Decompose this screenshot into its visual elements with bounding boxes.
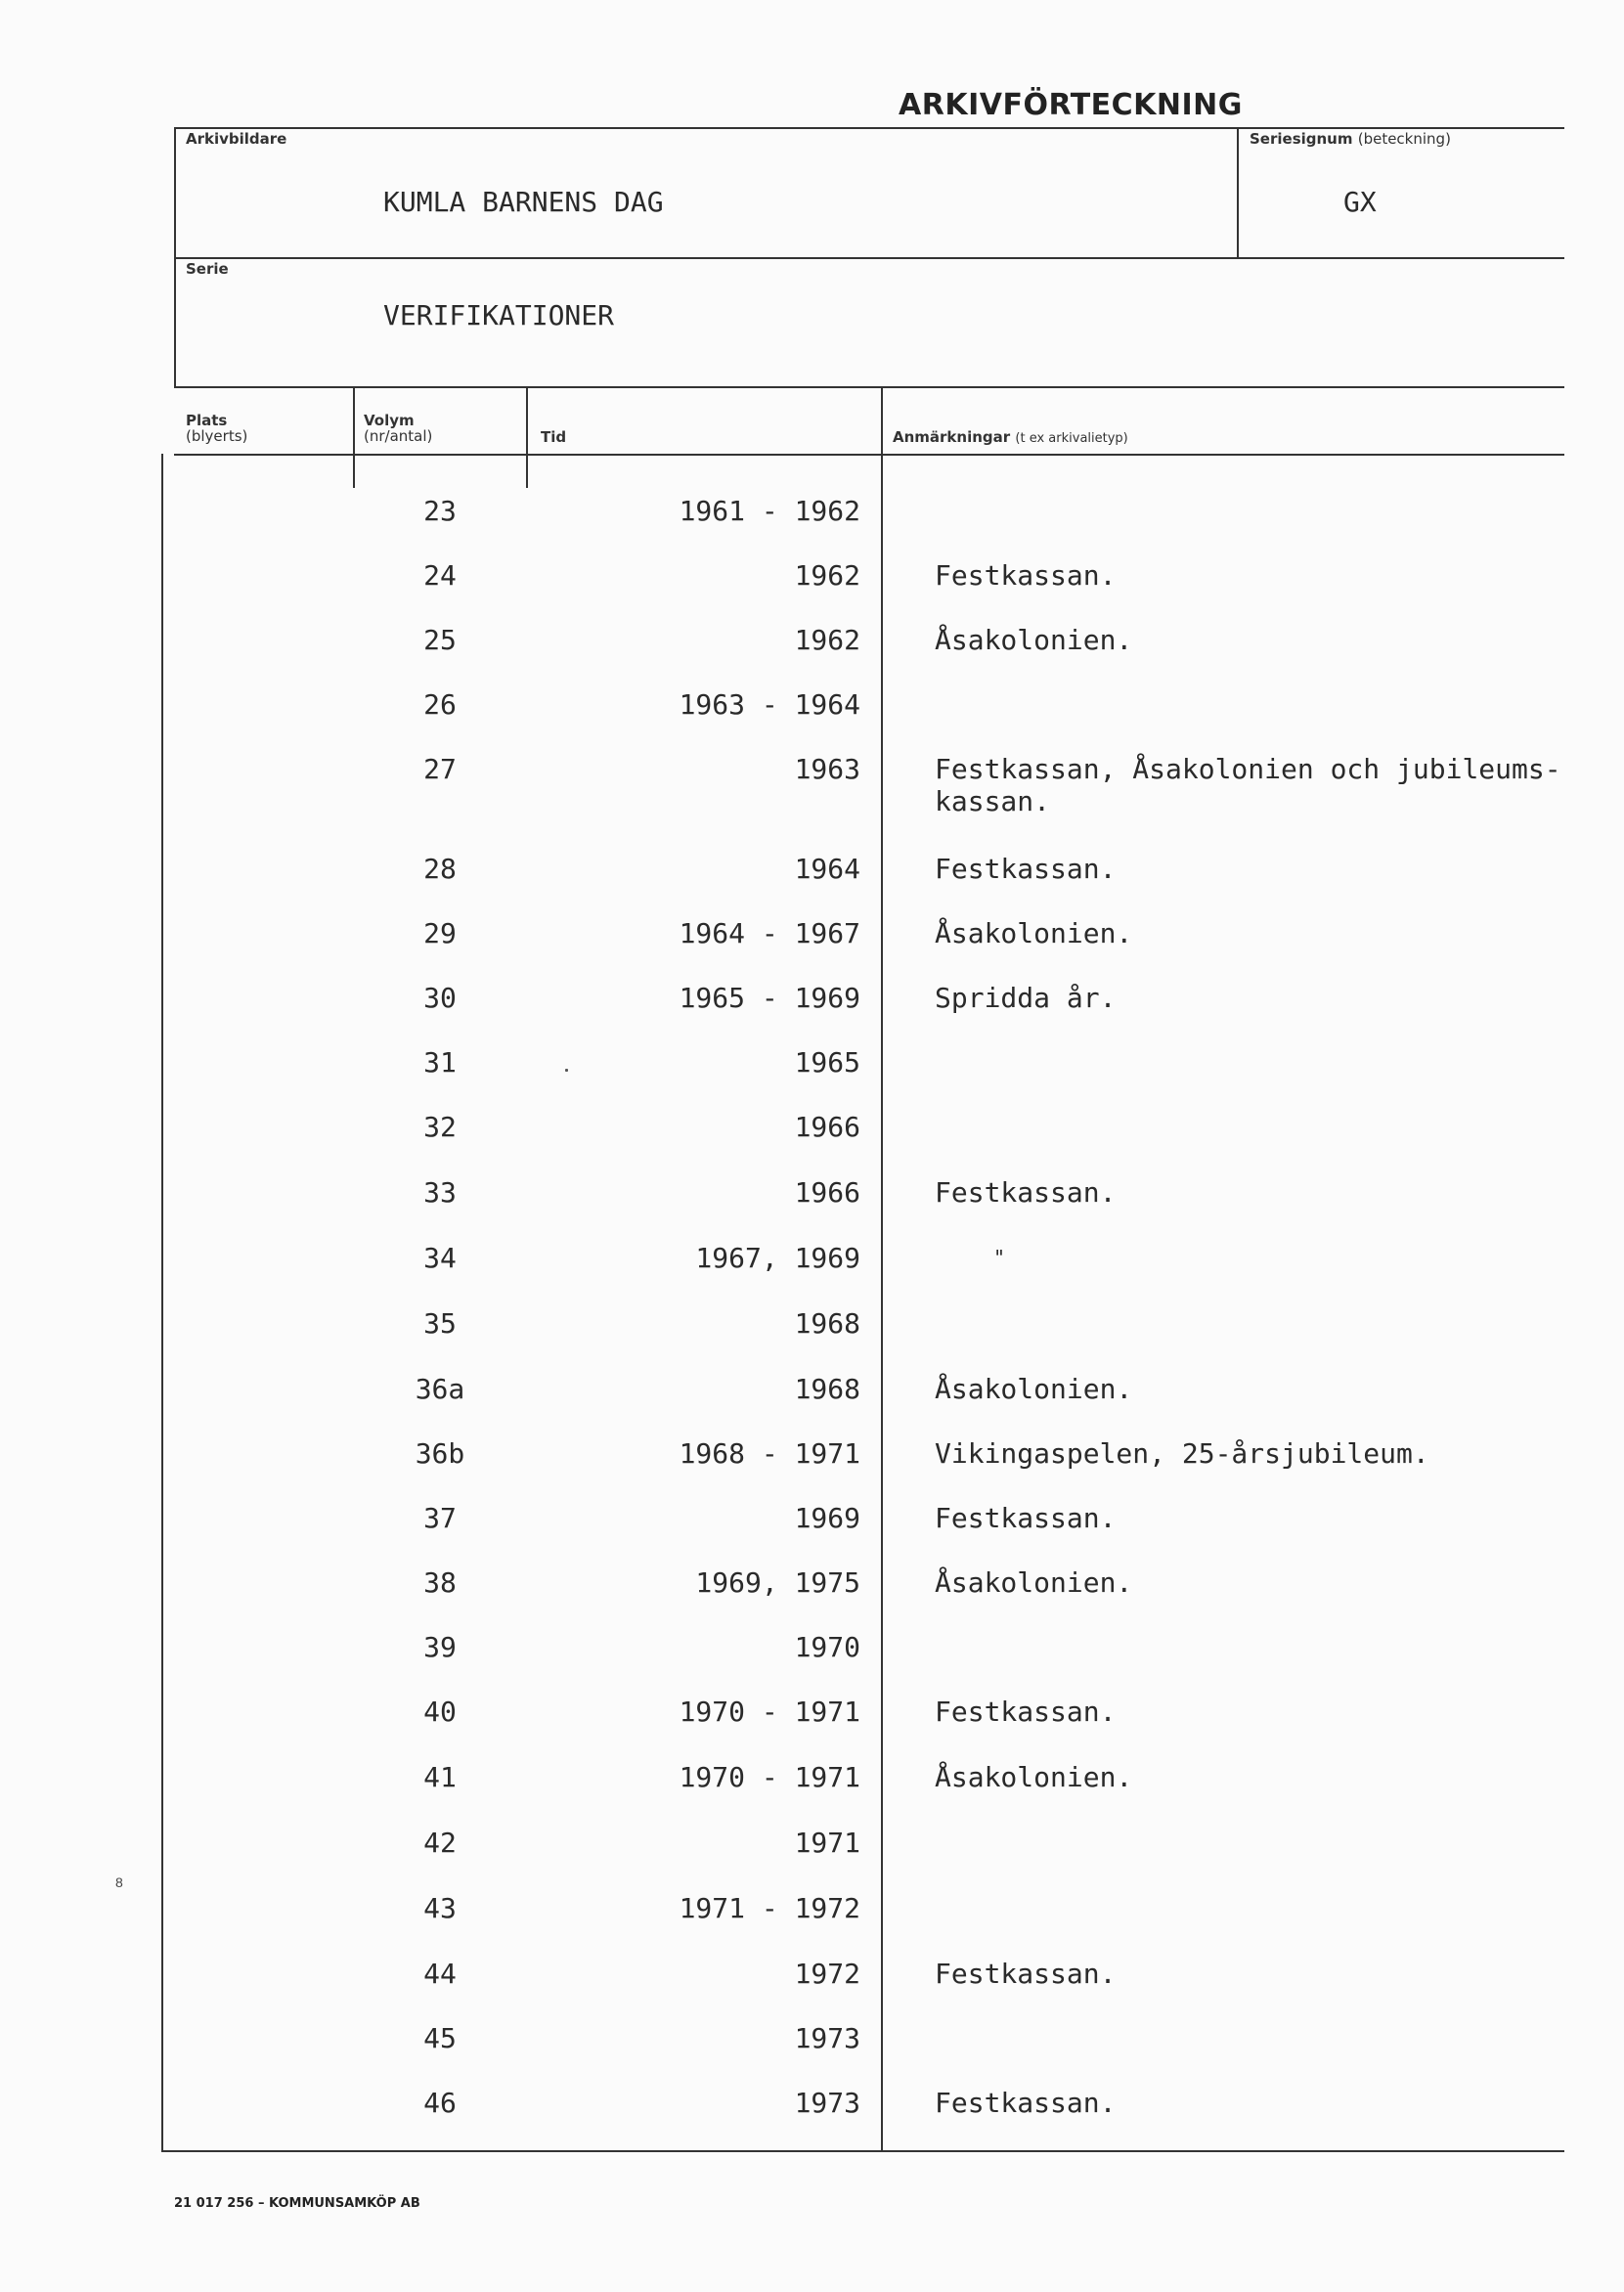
row-note: Åsakolonien. — [935, 1761, 1133, 1793]
row-tid: 1968 - 1971 — [679, 1437, 860, 1470]
tid-divider — [881, 386, 883, 2150]
row-note: Festkassan. — [935, 2087, 1117, 2119]
row-volym: 25 — [423, 624, 457, 656]
row-volym: 42 — [423, 1827, 457, 1859]
label-arkivbildare: Arkivbildare — [186, 130, 287, 148]
label-seriesignum-main: Seriesignum — [1250, 130, 1353, 148]
row-tid: 1967, 1969 — [695, 1242, 860, 1274]
header-top-rule — [174, 386, 1564, 388]
bottom-rule — [161, 2150, 1564, 2152]
row-note: Festkassan, Åsakolonien och jubileums-kassan. — [935, 753, 1561, 817]
row-volym: 38 — [423, 1566, 457, 1599]
row-tid: 1966 — [794, 1176, 860, 1209]
row-note: Festkassan. — [935, 559, 1117, 592]
row-note: Spridda år. — [935, 982, 1117, 1014]
row-volym: 24 — [423, 559, 457, 592]
serie-value: VERIFIKATIONER — [383, 299, 615, 331]
row-volym: 29 — [423, 917, 457, 949]
label-seriesignum — [1250, 130, 1451, 148]
row-note: Festkassan. — [935, 1502, 1117, 1534]
label-plats-sub: (blyerts) — [186, 427, 248, 445]
plats-divider — [353, 386, 355, 488]
row-volym: 32 — [423, 1111, 457, 1143]
volym-divider — [526, 386, 528, 488]
label-seriesignum-sub: (beteckning) — [1357, 130, 1451, 148]
row-tid: 1965 — [794, 1046, 860, 1079]
row-note: Åsakolonien. — [935, 1373, 1133, 1405]
row-tid: 1964 — [794, 853, 860, 885]
row-volym: 36a — [415, 1373, 465, 1405]
row-volym: 39 — [423, 1631, 457, 1663]
label-serie: Serie — [186, 260, 229, 278]
row-tid: 1973 — [794, 2087, 860, 2119]
row-volym: 37 — [423, 1502, 457, 1534]
row-tid: 1965 - 1969 — [679, 982, 860, 1014]
row-note: Åsakolonien. — [935, 1566, 1133, 1599]
row-volym: 30 — [423, 982, 457, 1014]
row-note: Festkassan. — [935, 1176, 1117, 1209]
label-plats — [186, 413, 247, 444]
row-note: Vikingaspelen, 25-årsjubileum. — [935, 1437, 1429, 1470]
row-tid: 1963 — [794, 753, 860, 785]
row-tid: 1970 - 1971 — [679, 1761, 860, 1793]
row-volym: 34 — [423, 1242, 457, 1274]
row-tid: 1968 — [794, 1373, 860, 1405]
row-volym: 33 — [423, 1176, 457, 1209]
row-volym: 45 — [423, 2022, 457, 2054]
row-tid: 1964 - 1967 — [679, 917, 860, 949]
row-tid: 1969, 1975 — [695, 1566, 860, 1599]
row-tid: 1969 — [794, 1502, 860, 1534]
label-plats-main: Plats — [186, 412, 228, 429]
row-tid: 1971 — [794, 1827, 860, 1859]
row-volym: 28 — [423, 853, 457, 885]
row-volym: 31 — [423, 1046, 457, 1079]
row-note: Festkassan. — [935, 1696, 1117, 1728]
row-tid: 1970 — [794, 1631, 860, 1663]
row-volym: 44 — [423, 1958, 457, 1990]
label-volym-main: Volym — [364, 412, 415, 429]
row-volym: 40 — [423, 1696, 457, 1728]
label-anmarkningar-main: Anmärkningar — [893, 428, 1011, 446]
row-note: Åsakolonien. — [935, 624, 1133, 656]
left-border-bottom — [161, 454, 163, 2150]
row-tid: 1962 — [794, 559, 860, 592]
label-volym — [364, 413, 432, 444]
row-volym: 36b — [415, 1437, 465, 1470]
header-bottom-rule — [174, 454, 1564, 456]
row-tid: 1972 — [794, 1958, 860, 1990]
row-tid: 1968 — [794, 1307, 860, 1340]
row-volym: 35 — [423, 1307, 457, 1340]
row-tid: 1966 — [794, 1111, 860, 1143]
seriesignum-value: GX — [1343, 186, 1377, 218]
speck — [565, 1069, 568, 1072]
label-tid: Tid — [541, 428, 567, 446]
arkivbildare-value: KUMLA BARNENS DAG — [383, 186, 664, 218]
label-anmarkningar-sub: (t ex arkivalietyp) — [1015, 431, 1128, 446]
row-note: Festkassan. — [935, 853, 1117, 885]
row-tid: 1963 - 1964 — [679, 688, 860, 721]
row-note: " — [993, 1246, 1006, 1269]
form-footer: 21 017 256 – KOMMUNSAMKÖP AB — [174, 2196, 420, 2211]
label-anmarkningar — [893, 428, 1128, 446]
label-volym-sub: (nr/antal) — [364, 427, 433, 445]
row-volym: 23 — [423, 495, 457, 527]
serie-rule — [174, 257, 1564, 259]
row-volym: 43 — [423, 1892, 457, 1924]
row-volym: 26 — [423, 688, 457, 721]
page-mark: 8 — [115, 1874, 123, 1890]
top-rule — [174, 127, 1564, 129]
row-volym: 41 — [423, 1761, 457, 1793]
row-note: Festkassan. — [935, 1958, 1117, 1990]
row-volym: 27 — [423, 753, 457, 785]
form-title: ARKIVFÖRTECKNING — [899, 88, 1243, 122]
row-note: Åsakolonien. — [935, 917, 1133, 949]
signum-divider — [1237, 127, 1239, 257]
row-volym: 46 — [423, 2087, 457, 2119]
row-tid: 1971 - 1972 — [679, 1892, 860, 1924]
row-tid: 1961 - 1962 — [679, 495, 860, 527]
row-tid: 1970 - 1971 — [679, 1696, 860, 1728]
row-tid: 1962 — [794, 624, 860, 656]
row-tid: 1973 — [794, 2022, 860, 2054]
